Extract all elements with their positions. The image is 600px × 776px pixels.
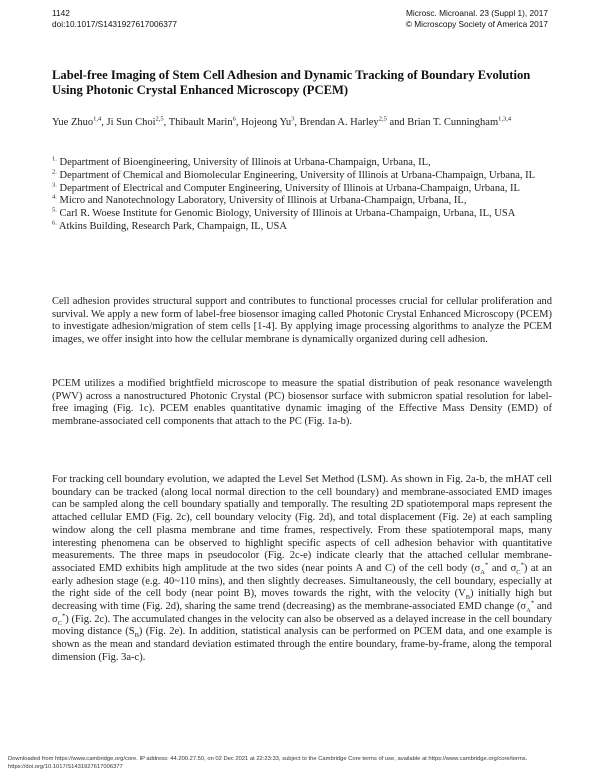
author-name: Yue Zhuo — [52, 117, 94, 128]
affiliation-number: 2. — [52, 168, 57, 176]
author-affil-mark: 6 — [232, 115, 236, 123]
superscript: * — [530, 599, 535, 607]
header-left — [52, 8, 177, 29]
superscript: * — [520, 561, 524, 569]
paragraph-text: ) (Fig. 2c). The accumulated changes in the velocity can also be observed as a delayed increase in the cell boundary moving distance (S — [52, 613, 552, 638]
author-name: Hojeong Yu — [241, 117, 292, 128]
body-paragraph-2: PCEM utilizes a modified brightfield microscope to measure the spatial distribution of peak resonance wavelength (PWV) across a nanostructured Photonic Crystal (PC) biosensor surface with submicron spatial resolution for label-free imaging (Fig. 1c). PCEM enables quantitative dynamic imaging of the Effective Mass Density (EMD) of membrane-associated cell components that attach to the PC (Fig. 1a-b). — [52, 378, 552, 428]
affiliation-text: Carl R. Woese Institute for Genomic Biology, University of Illinois at Urbana-Champaign, Urbana, IL, USA — [59, 208, 516, 220]
subscript: C — [57, 619, 63, 627]
doi[interactable]: doi:10.1017/S1431927617006377 — [52, 18, 178, 29]
affiliation-item — [52, 183, 557, 196]
affiliation-text: Micro and Nanotechnology Laboratory, University of Illinois at Urbana-Champaign, Urbana, IL, — [59, 195, 467, 207]
paragraph-text: ) (Fig. 2e). In addition, statistical analysis can be performed on PCEM data, and one example is shown as the mean and standard deviation estimated through the entire boundary, frame-by-frame, along the temporal dimension (Fig. 3a-c). — [52, 626, 552, 663]
subscript: C — [516, 569, 521, 577]
affiliation-list — [52, 157, 557, 234]
paragraph-text: ) at an early adhesion stage (e.g. 40~110 mins), and then slightly decreases. Simultaneously, the cell boundary, especially at the right side of the cell body (near point B), moves towards the right, with the velocity (V — [52, 562, 552, 600]
author-affil-mark: 2,5 — [155, 115, 164, 123]
header-right — [406, 8, 548, 29]
author-affil-mark: 2,5 — [378, 115, 387, 123]
affiliation-text: Department of Bioengineering, University of Illinois at Urbana-Champaign, Urbana, IL, — [59, 157, 431, 168]
superscript: * — [62, 612, 66, 620]
affiliation-item — [52, 221, 557, 234]
affiliation-number: 3. — [52, 181, 57, 189]
paragraph-text: and σ — [488, 562, 517, 574]
affiliation-item — [52, 170, 557, 183]
paragraph-text: and σ — [52, 601, 552, 625]
affiliation-text: Department of Electrical and Computer Engineering, University of Illinois at Urbana-Champaign, Urbana, IL — [59, 182, 520, 194]
subscript: A — [526, 607, 531, 615]
affiliation-number: 5. — [52, 206, 57, 214]
author-affil-mark: 1,3,4 — [498, 115, 512, 123]
download-footer: Downloaded from https://www.cambridge.org/core. IP address: 44.200.27.50, on 02 Dec 2021 at 22:23:33, subject to the Cambridge Core terms of use, available at https://www.cambridge.org/core/terms. https://doi.org/10.1017/S1431927617006377 — [8, 756, 528, 770]
affiliation-item — [52, 195, 557, 208]
affiliation-text: Atkins Building, Research Park, Champaign, IL, USA — [58, 220, 287, 232]
affiliation-number: 6. — [52, 219, 57, 227]
subscript: A — [480, 569, 485, 577]
paper-title: Label-free Imaging of Stem Cell Adhesion and Dynamic Tracking of Boundary Evolution Using Photonic Crystal Enhanced Microscopy (PCEM) — [52, 68, 531, 97]
author-name: Brian T. Cunningham — [407, 117, 499, 128]
author-list: Yue Zhuo$^{1,4}$, Ji Sun Choi$^{2,5}$, Thibault Marin$^6$, Hojeong Yu$^3$, Brendan A. Harley$^{2,5}$ and Brian T. Cunningham$^{1,3,4}$ — [52, 115, 512, 128]
author-affil-mark: 3 — [291, 115, 295, 123]
body-paragraph-1: Cell adhesion provides structural support and contributes to functional processes crucial for cellular proliferation and survival. We apply a new form of label-free biosensor imaging called Photonic Crystal Enhanced Microscopy (PCEM) to investigate adhesion/migration of stem cells [1-4]. By applying image processing algorithms to analyze the PCEM images, we offer insight into how the cellular membrane is dynamically organized during cell adhesion. — [52, 296, 552, 346]
superscript: * — [484, 561, 489, 569]
author-affil-mark: 1,4 — [93, 115, 102, 123]
affiliation-number: 4. — [52, 193, 57, 201]
affiliation-item — [52, 157, 557, 170]
affiliation-text: Department of Chemical and Biomolecular Engineering, University of Illinois at Urbana-Champaign, Urbana, IL — [59, 169, 536, 181]
affiliation-item — [52, 208, 557, 221]
author-conjunction: and — [389, 117, 405, 128]
copyright: © Microscopy Society of America 2017 — [405, 18, 548, 29]
affiliation-number: 1. — [52, 155, 57, 163]
journal-citation: Microsc. Microanal. 23 (Suppl 1), 2017 — [405, 8, 548, 18]
paragraph-text: ) initially high but decreasing with time (Fig. 2d), sharing the same trend (decreasing) as the membrane-associated EMD change (σ — [52, 588, 552, 613]
subscript: B — [134, 632, 139, 640]
body-paragraph-3 — [52, 474, 552, 665]
page-number: 1142 — [52, 8, 70, 18]
author-name: Brendan A. Harley — [299, 117, 379, 128]
author-name: Ji Sun Choi — [106, 117, 156, 128]
subscript: B — [465, 594, 471, 602]
paragraph-text: For tracking cell boundary evolution, we adapted the Level Set Method (LSM). As shown in Fig. 2a-b, the mHAT cell boundary can be tracked (along local normal direction to the cell boundary) and membrane-associated EMD images can be sampled along the cell boundary spatially and temporally. The resulting 2D spatiotemporal maps represent the attached cellular EMD (Fig. 2c), cell boundary velocity (Fig. 2d), and total displacement (Fig. 2e) at each sampling window along the cell plasma membrane and time frames, respectively. From these spatiotemporal maps, many interesting phenomena can be observed to highlight specific aspects of cell adhesion behavior with quantitative measurements. The three maps in pseudocolor (Fig. 2c-e) indicate clearly that the attached cellular membrane-associated EMD exhibits high amplitude at the two sides (near points A and C) of the cell body (σ — [52, 474, 552, 574]
author-name: Thibault Marin — [168, 117, 233, 128]
